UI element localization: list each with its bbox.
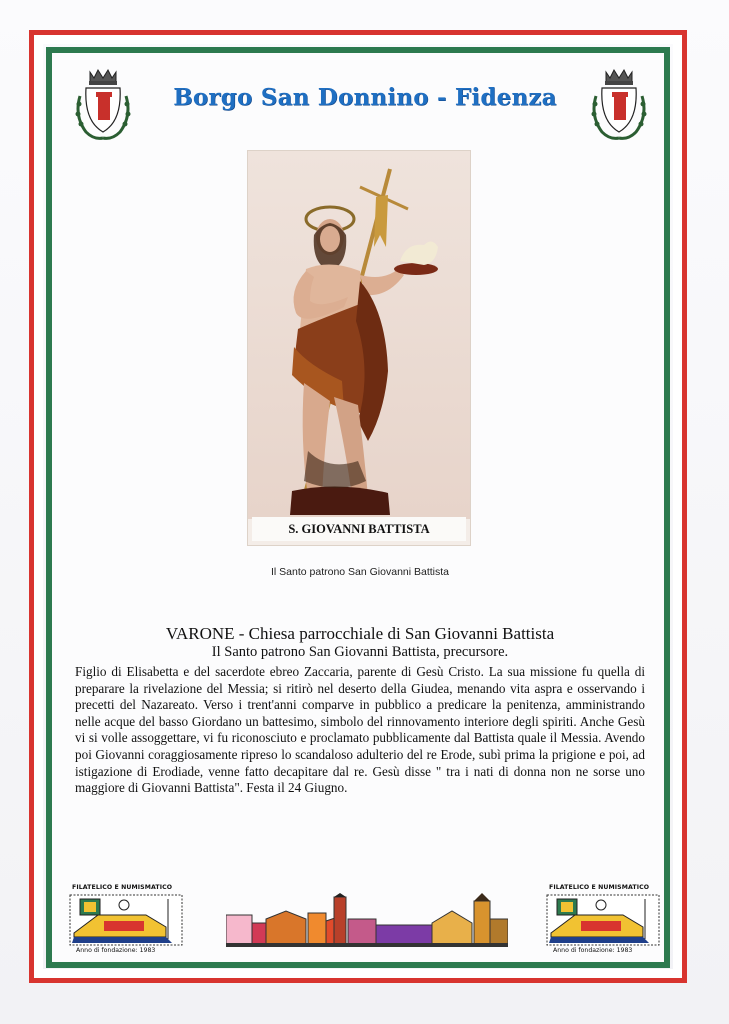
coat-of-arms-right: [588, 66, 650, 144]
club-name: FILATELICO E NUMISMATICO: [549, 884, 650, 891]
article-heading: VARONE - Chiesa parrocchiale di San Giovanni Battista: [165, 624, 555, 643]
article-body: Figlio di Elisabetta e del sacerdote ebreo Zaccaria, parente di Gesù Cristo. La sua missione fu quella di preparare la rivelazione del Messia; si ritirò nel deserto della Giudea, menando vita aspra e osservando i precetti del Nazareato. Verso i trent'anni comparve in pubblico a predicare la penitenza, amministrando nelle acque del basso Giordano un battesimo, simbolo del rinnovamento interiore degli spiriti. Anche Gesù vi si volle assoggettare, vi fu riconosciuto e proclamato pubblicamente dal Battista quale il Messia. Avendo poi Giovanni coraggiosamente ripreso lo scandaloso adulterio del re Erode, subì prima la prigione e poi, ad istigazione di Erodiade, venne fatto decapitare dal re. Gesù disse " tra i nati di donna non ne sorse uno maggiore di Giovanni Battista". Festa il 24 Giugno.: [75, 664, 645, 796]
club-logo-right: [543, 884, 661, 956]
postage-stamp-icon: [68, 893, 184, 947]
holy-card-label: S. GIOVANNI BATTISTA: [252, 517, 466, 541]
page-title: Borgo San Donnino - Fidenza: [173, 84, 557, 111]
coat-of-arms-left: [72, 66, 134, 144]
fidenza-skyline-icon: [226, 893, 508, 949]
founded-year: Anno di fondazione: 1983: [76, 947, 156, 954]
club-logo-left: [66, 884, 184, 956]
photo-caption: Il Santo patrono San Giovanni Battista: [270, 566, 450, 578]
article-subheading: Il Santo patrono San Giovanni Battista, precursore.: [211, 644, 509, 660]
saint-statue-image: [248, 151, 470, 519]
club-name: FILATELICO E NUMISMATICO: [72, 884, 173, 891]
founded-year: Anno di fondazione: 1983: [553, 947, 633, 954]
crest-icon: [588, 66, 650, 144]
saint-holy-card: [248, 151, 470, 545]
postage-stamp-icon: [545, 893, 661, 947]
crest-icon: [72, 66, 134, 144]
